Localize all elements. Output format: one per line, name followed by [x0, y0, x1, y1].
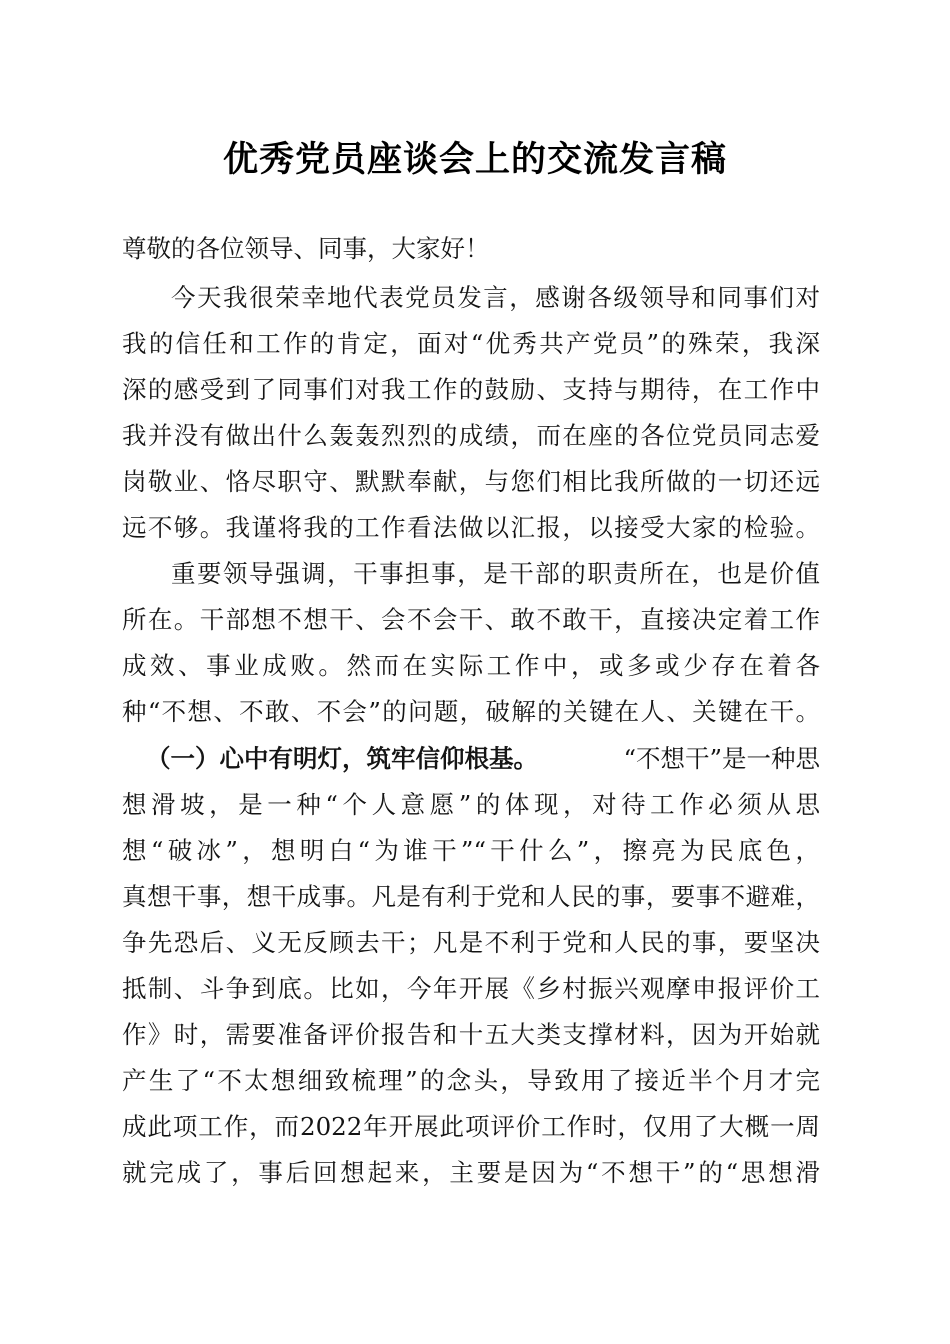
paragraph-1-line-2: 我的信任和工作的肯定，面对“优秀共产党员”的殊荣，我深 [122, 329, 820, 358]
paragraph-3-line-4: 真想干事，想干成事。凡是有利于党和人民的事，要事不避难， [122, 882, 820, 911]
section-heading: （一）心中有明灯，筑牢信仰根基。 [146, 744, 538, 773]
salutation: 尊敬的各位领导、同事，大家好！ [122, 234, 490, 263]
paragraph-3-line-1 [146, 736, 820, 782]
paragraph-3-line-9: 成此项工作，而2022年开展此项评价工作时，仅用了大概一周 [122, 1112, 820, 1141]
document-title: 优秀党员座谈会上的交流发言稿 [222, 139, 727, 180]
paragraph-2-line-4: 种“不想、不敢、不会”的问题，破解的关键在人、关键在干。 [122, 697, 820, 726]
paragraph-2-line-2: 所在。干部想不想干、会不会干、敢不敢干，直接决定着工作 [122, 605, 820, 634]
section-heading-rest: “不想干”是一种思 [623, 744, 820, 773]
paragraph-1-line-3: 深的感受到了同事们对我工作的鼓励、支持与期待，在工作中 [122, 375, 820, 404]
paragraph-3-line-8: 产生了“不太想细致梳理”的念头，导致用了接近半个月才完 [122, 1066, 820, 1095]
paragraph-3-line-3: 想“破冰”，想明白“为谁干”“干什么”，擦亮为民底色， [122, 836, 820, 865]
paragraph-1-line-5: 岗敬业、恪尽职守、默默奉献，与您们相比我所做的一切还远 [122, 467, 820, 496]
paragraph-3-line-2: 想滑坡，是一种“个人意愿”的体现，对待工作必须从思 [122, 790, 820, 819]
paragraph-3-line-5: 争先恐后、义无反顾去干；凡是不利于党和人民的事，要坚决 [122, 928, 820, 957]
paragraph-2-line-3: 成效、事业成败。然而在实际工作中，或多或少存在着各 [122, 651, 820, 680]
paragraph-2-line-1: 重要领导强调，干事担事，是干部的职责所在，也是价值 [171, 559, 820, 588]
paragraph-1-line-4: 我并没有做出什么轰轰烈烈的成绩，而在座的各位党员同志爱 [122, 421, 820, 450]
paragraph-1-line-6: 远不够。我谨将我的工作看法做以汇报，以接受大家的检验。 [122, 513, 820, 542]
paragraph-3-line-7: 作》时，需要准备评价报告和十五大类支撑材料，因为开始就 [122, 1020, 820, 1049]
paragraph-3-line-10: 就完成了，事后回想起来，主要是因为“不想干”的“思想滑 [122, 1158, 820, 1187]
paragraph-1-line-1: 今天我很荣幸地代表党员发言，感谢各级领导和同事们对 [171, 283, 820, 312]
paragraph-3-line-6: 抵制、斗争到底。比如，今年开展《乡村振兴观摩申报评价工 [122, 974, 820, 1003]
